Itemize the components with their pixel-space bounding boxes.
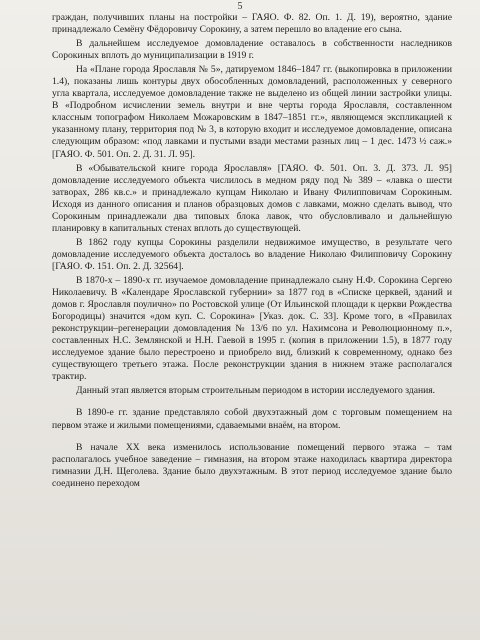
body-text [52, 12, 452, 492]
page-number: 5 [237, 1, 243, 12]
paragraph-9: В начале XX века изменилось использование помещений первого этажа – там располагалось учебное заведение – гимназия, на втором этаже находилась квартира директора гимназии Д.Н. Щеголева. Здание было двухэтажным. В этот период исследуемое здание было соединено переходом [52, 441, 452, 489]
paragraph-8: В 1890-е гг. здание представляло собой двухэтажный дом с торговым помещением на первом этаже и жилыми помещениями, сдаваемыми внаём, на втором. [52, 407, 452, 431]
paragraph-6: В 1870-х – 1890-х гг. изучаемое домовладение принадлежало сыну Н.Ф. Сорокина Сергею Николаевичу. В «Календаре Ярославской губернии» за 1877 год в «Списке церквей, зданий и домов г. Ярославля поулично» по Ростовской улице (От Ильинской площади к церкви Рождества Богородицы) значится «дом куп. С. Сорокина» [Указ. док. С. 33]. Кроме того, в «Правилах реконструкции–регенерации домовладения № 13/6 по ул. Нахимсона и Революционному п.», составленных Н.С. Землянской и Н.Н. Гаевой в 1995 г. (копия в приложении 1.5), в 1877 году исследуемое здание было перестроено и приобрело вид, близкий к современному, однако без существующего третьего этажа. После реконструкции здания в нижнем этаже располагался трактир. [52, 274, 452, 383]
paragraph-7: Данный этап является вторым строительным периодом в истории исследуемого здания. [76, 385, 436, 397]
paragraph-1: граждан, получивших планы на постройки – ГАЯО. Ф. 82. Оп. 1. Д. 19), вероятно, здание принадлежало Семёну Фёдоровичу Сорокину, а затем перешло во владение его сына. [52, 12, 452, 36]
paragraph-4: В «Обывательской книге города Ярославля» [ГАЯО. Ф. 501. Оп. 3. Д. 373. Л. 95] домовладение исследуемого объекта числилось в медном ряду под № 389 – «лавка о шести затворах, 286 кв.с.» и принадлежало купцам Николаю и Ивану Филипповичам Сорокиным. Исходя из данного описания и планов образцовых домов с лавками, можно сделать вывод, что Сорокиным принадлежали два типовых блока лавок, что обусловливало и дальнейшую планировку в капитальных стенах вплоть до существующей. [52, 162, 452, 234]
paragraph-5: В 1862 году купцы Сорокины разделили недвижимое имущество, в результате чего домовладение исследуемого объекта досталось во владение Николаю Филипповичу Сорокину [ГАЯО. Ф. 151. Оп. 2. Д. 32564]. [52, 236, 452, 272]
paragraph-2: В дальнейшем исследуемое домовладение оставалось в собственности наследников Сорокиных вплоть до муниципализации в 1919 г. [52, 38, 452, 62]
paragraph-3: На «Плане города Ярославля № 5», датируемом 1846–1847 гг. (выкопировка в приложении 1.4), показаны лишь контуры двух обособленных домовладений, расположенных у северного угла квартала, исследуемое домовладение также не выделено из общей линии застройки улицы. В «Подробном исчислении земель внутри и вне черты города Ярославля, составленном классным топографом Николаем Можаровским в 1847–1851 гг.», являющемся экспликацией к указанному плану, территория под № 3, в которую входит и исследуемое домовладение, описана следующим образом: «под лавками и пустыми взади местами разных лиц – 1 дес. 1473 ½ саж.» [ГАЯО. Ф. 501. Оп. 2. Д. 31. Л. 95]. [52, 64, 452, 160]
